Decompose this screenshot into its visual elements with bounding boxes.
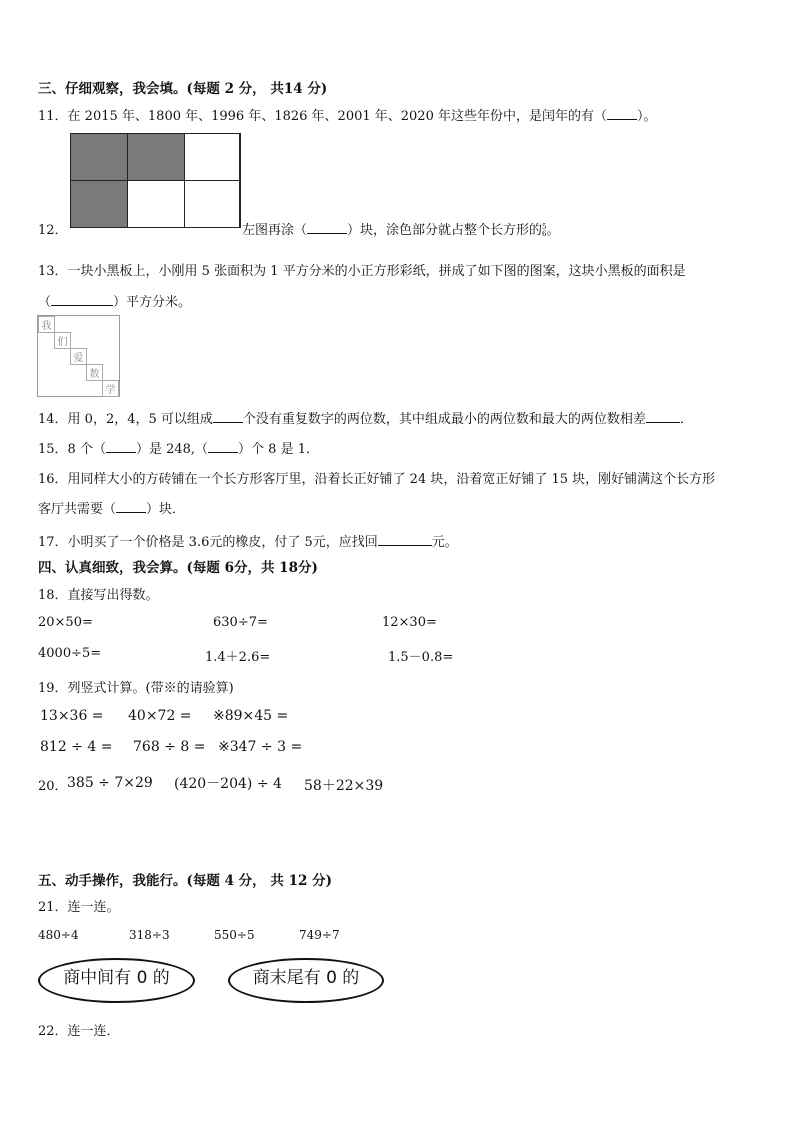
q11-text: 在 2015 年、1800 年、1996 年、1826 年、2001 年、2020 年这些年份中，是闰年的有（ [67,109,607,124]
q20-number: 20． [38,779,68,794]
q12-rectangle-grid [70,133,240,228]
oval-label: 商末尾有 0 的 [252,968,360,988]
q13-text-end: ）平方分米。 [113,295,192,310]
question-16-line1: 16．用同样大小的方砖铺在一个长方形客厅里，沿着长正好铺了 24 块，沿着宽正好铺了 15 块，刚好铺满这个长方形 [38,472,716,487]
q13-paren-open: （ [38,295,52,310]
q14-text-end: ． [679,412,693,427]
q12-text: 左图再涂（ [242,223,308,238]
question-19-label: 19．列竖式计算。(带※的请验算) [38,681,234,696]
grid-cell-shaded [70,133,128,181]
q14-blank-2[interactable] [646,410,680,423]
q15-text-end: ）个 8 是 1． [238,442,319,457]
q19-item: ※89×45 = [213,708,289,724]
q17-text-end: 元。 [431,535,458,550]
q20-item: (420－204) ÷ 4 [174,776,282,792]
q17-answer-blank[interactable] [378,533,432,546]
q20-item: 385 ÷ 7×29 [67,775,153,791]
q16-text: 客厅共需要（ [38,502,117,517]
q19-item: 40×72 = [128,708,192,724]
q16-answer-blank[interactable] [116,500,146,513]
question-21-label: 21．连一连。 [38,900,120,915]
section-5-title: 五、动手操作，我能行。(每题 4 分， 共 12 分) [38,873,332,889]
q15-blank-2[interactable] [208,440,238,453]
q17-text: 17．小明买了一个价格是 3.6元的橡皮，付了 5元，应找回 [38,535,378,550]
q15-text-mid: ）是 248,（ [135,442,209,457]
grid-cell-empty [184,180,241,228]
question-15 [38,438,319,457]
q16-text-end: ）块． [146,502,186,517]
q19-item: 13×36 = [40,708,104,724]
question-16-line2 [38,498,185,517]
q19-item: 812 ÷ 4 = [40,739,113,755]
q13-blackboard-figure [37,315,120,397]
q21-expression[interactable]: 480÷4 [38,928,79,942]
square-char: 爱 [70,348,87,365]
grid-cell-empty [184,133,241,181]
question-13-line1: 13．一块小黑板上，小刚用 5 张面积为 1 平方分米的小正方形彩纸，拼成了如下图的图案，这块小黑板的面积是 [38,264,686,279]
question-11 [38,105,657,124]
oval-label: 商中间有 0 的 [63,968,170,988]
question-22-label: 22．连一连． [38,1024,120,1039]
q11-text-end: ）。 [636,109,657,124]
q19-item: 768 ÷ 8 = [133,739,206,755]
q21-oval-zero-middle[interactable] [38,958,195,1003]
question-14 [38,408,693,427]
q12-number: 12． [38,223,68,238]
q21-expression[interactable]: 550÷5 [214,928,255,942]
q18-item: 1.4＋2.6= [205,650,271,665]
question-18-label: 18．直接写出得数。 [38,588,159,603]
square-char: 我 [38,316,55,333]
q14-text: 14．用 0，2，4，5 可以组成 [38,412,213,427]
section-4-title: 四、认真细致，我会算。(每题 6分，共 18分) [38,560,318,576]
square-char: 学 [102,380,119,397]
grid-cell-shaded [127,133,185,181]
q11-number: 11． [38,109,68,124]
q12-answer-blank[interactable] [307,221,347,234]
grid-cell-empty [127,180,185,228]
q19-item: ※347 ÷ 3 = [218,739,303,755]
q18-item: 630÷7= [213,615,268,630]
grid-cell-shaded [70,180,128,228]
q18-item: 12×30= [382,615,437,630]
question-13-line2 [38,291,191,310]
q12-fraction: 5 6 [542,222,547,238]
q18-item: 4000÷5= [38,646,102,661]
q14-blank-1[interactable] [213,410,243,423]
square-char: 数 [86,364,103,381]
q18-item: 20×50= [38,615,93,630]
q21-oval-zero-end[interactable] [228,958,384,1003]
q15-blank-1[interactable] [106,440,136,453]
q14-text-mid: 个没有重复数字的两位数，其中组成最小的两位数和最大的两位数相差 [242,412,646,427]
q21-expression[interactable]: 749÷7 [299,928,340,942]
q12-text-mid: ）块，涂色部分就占整个长方形的 [347,223,543,238]
q18-item: 1.5－0.8= [388,650,454,665]
section-3-title: 三、仔细观察，我会填。(每题 2 分， 共14 分) [38,81,328,97]
square-char: 们 [54,332,71,349]
q20-item: 58＋22×39 [304,778,384,794]
q21-expression[interactable]: 318÷3 [129,928,170,942]
question-12 [242,219,560,238]
q13-answer-blank[interactable] [51,293,113,306]
q15-text: 15．8 个（ [38,442,106,457]
q11-answer-blank[interactable] [607,107,637,120]
question-17 [38,531,458,550]
q12-text-end: 。 [546,223,560,238]
